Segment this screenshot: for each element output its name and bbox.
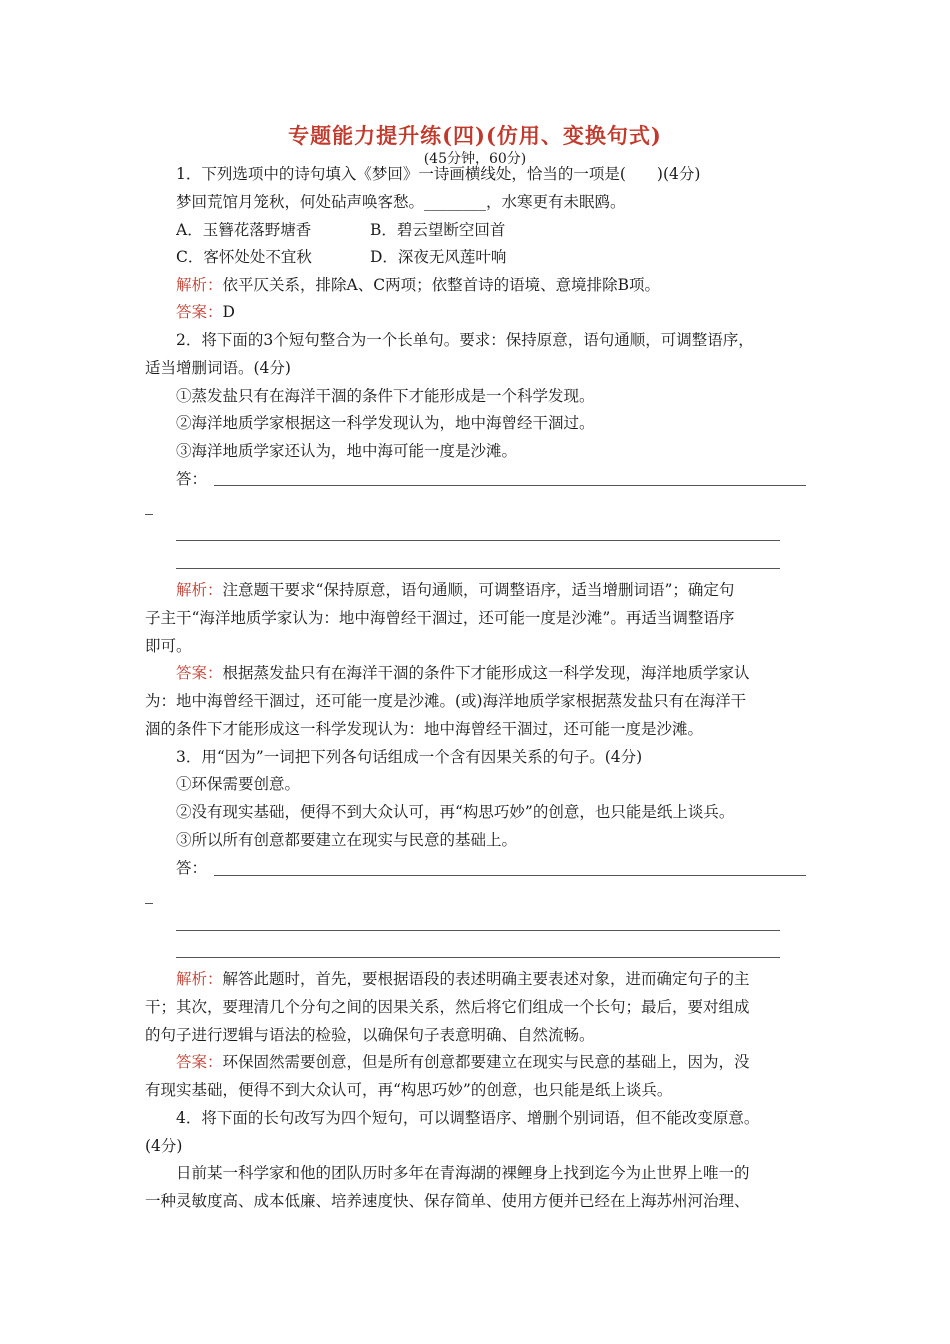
q3-analysis-line2: 干；其次，要理清几个分句之间的因果关系，然后将它们组成一个长句；最后，要对组成 xyxy=(145,998,750,1016)
q3-answer-line2: 有现实基础，便得不到大众认可，再“构思巧妙”的创意，也只能是纸上谈兵。 xyxy=(145,1081,673,1099)
analysis-label: 解析： xyxy=(176,276,223,294)
q1-stem: 1．下列选项中的诗句填入《梦回》一诗画横线处，恰当的一项是( )(4分) xyxy=(176,165,701,183)
q2-answer-line3: 涸的条件下才能形成这一科学发现认为：地中海曾经干涸过，还可能一度是沙滩。 xyxy=(145,720,704,738)
q3-answer-dash xyxy=(145,903,153,904)
q1-option-c: C．客怀处处不宜秋 xyxy=(176,248,312,266)
q2-answer-line-3[interactable] xyxy=(176,568,780,569)
q2-analysis-line3: 即可。 xyxy=(145,637,192,655)
answer-label: 答案： xyxy=(176,1053,223,1071)
q1-option-d: D．深夜无风莲叶响 xyxy=(370,248,507,266)
analysis-label: 解析： xyxy=(176,970,223,988)
q1-answer xyxy=(176,302,810,322)
answer-label: 答案： xyxy=(176,664,223,682)
q3-answer-line-2[interactable] xyxy=(176,930,780,931)
q3-answer-line1 xyxy=(176,1052,810,1072)
q4-stem-line2: (4分) xyxy=(145,1137,183,1155)
q2-answer-line2: 为：地中海曾经干涸过，还可能一度是沙滩。(或)海洋地质学家根据蒸发盐只有在海洋干 xyxy=(145,692,747,710)
q1-option-b: B．碧云望断空回首 xyxy=(370,221,506,239)
answer-label: 答案： xyxy=(176,303,223,321)
q3-analysis-line3: 的句子进行逻辑与语法的检验，以确保句子表意明确、自然流畅。 xyxy=(145,1026,595,1044)
q4-text-line1: 日前某一科学家和他的团队历时多年在青海湖的裸鲤身上找到迄今为止世界上唯一的 xyxy=(176,1164,750,1182)
q3-answer-text: 环保固然需要创意，但是所有创意都要建立在现实与民意的基础上，因为，没 xyxy=(222,1053,750,1071)
q4-stem-line1: 4．将下面的长句改写为四个短句，可以调整语序、增删个别词语，但不能改变原意。 xyxy=(176,1109,760,1127)
q2-stem-line1: 2．将下面的3个短句整合为一个长单句。要求：保持原意，语句通顺，可调整语序， xyxy=(176,331,754,349)
q2-answer-dash xyxy=(145,514,153,515)
q2-answer-prompt: 答： xyxy=(176,470,208,488)
q3-sentence-2: ②没有现实基础，便得不到大众认可，再“构思巧妙”的创意，也只能是纸上谈兵。 xyxy=(176,803,735,821)
q1-poem: 梦回荒馆月笼秋，何处砧声唤客愁。________，水寒更有未眠鸥。 xyxy=(176,193,626,211)
q1-analysis-text: 依平仄关系，排除A、C两项；依整首诗的语境、意境排除B项。 xyxy=(222,276,660,294)
q1-option-a: A．玉簪花落野塘香 xyxy=(176,221,312,239)
q3-answer-prompt: 答： xyxy=(176,859,208,877)
page-subtitle: (45分钟，60分) xyxy=(423,151,527,167)
q2-analysis-line1 xyxy=(176,580,810,600)
q2-sentence-1: ①蒸发盐只有在海洋干涸的条件下才能形成是一个科学发现。 xyxy=(176,387,595,405)
q3-answer-line-1[interactable] xyxy=(214,875,806,876)
q1-answer-text: D xyxy=(222,303,235,321)
q4-text-line2: 一种灵敏度高、成本低廉、培养速度快、保存简单、使用方便并已经在上海苏州河治理、 xyxy=(145,1192,750,1210)
q3-stem: 3．用“因为”一词把下列各句话组成一个含有因果关系的句子。(4分) xyxy=(176,748,643,766)
q2-answer-line-1[interactable] xyxy=(214,485,806,486)
q3-sentence-1: ①环保需要创意。 xyxy=(176,775,301,793)
q2-analysis-text: 注意题干要求“保持原意，语句通顺，可调整语序，适当增删词语”；确定句 xyxy=(222,581,735,599)
q2-answer-line1 xyxy=(176,663,810,683)
q2-sentence-3: ③海洋地质学家还认为，地中海可能一度是沙滩。 xyxy=(176,442,518,460)
q1-analysis xyxy=(176,275,810,295)
q2-analysis-line2: 子主干“海洋地质学家认为：地中海曾经干涸过，还可能一度是沙滩”。再适当调整语序 xyxy=(145,609,735,627)
q2-stem-line2: 适当增删词语。(4分) xyxy=(145,359,291,377)
page-title: 专题能力提升练(四)(仿用、变换句式) xyxy=(288,123,662,148)
q3-answer-line-3[interactable] xyxy=(176,957,780,958)
q3-analysis-text: 解答此题时，首先，要根据语段的表述明确主要表述对象，进而确定句子的主 xyxy=(222,970,750,988)
analysis-label: 解析： xyxy=(176,581,223,599)
q3-analysis-line1 xyxy=(176,969,810,989)
q2-answer-text: 根据蒸发盐只有在海洋干涸的条件下才能形成这一科学发现，海洋地质学家认 xyxy=(222,664,750,682)
q2-answer-line-2[interactable] xyxy=(176,540,780,541)
q3-sentence-3: ③所以所有创意都要建立在现实与民意的基础上。 xyxy=(176,831,518,849)
q2-sentence-2: ②海洋地质学家根据这一科学发现认为，地中海曾经干涸过。 xyxy=(176,414,595,432)
